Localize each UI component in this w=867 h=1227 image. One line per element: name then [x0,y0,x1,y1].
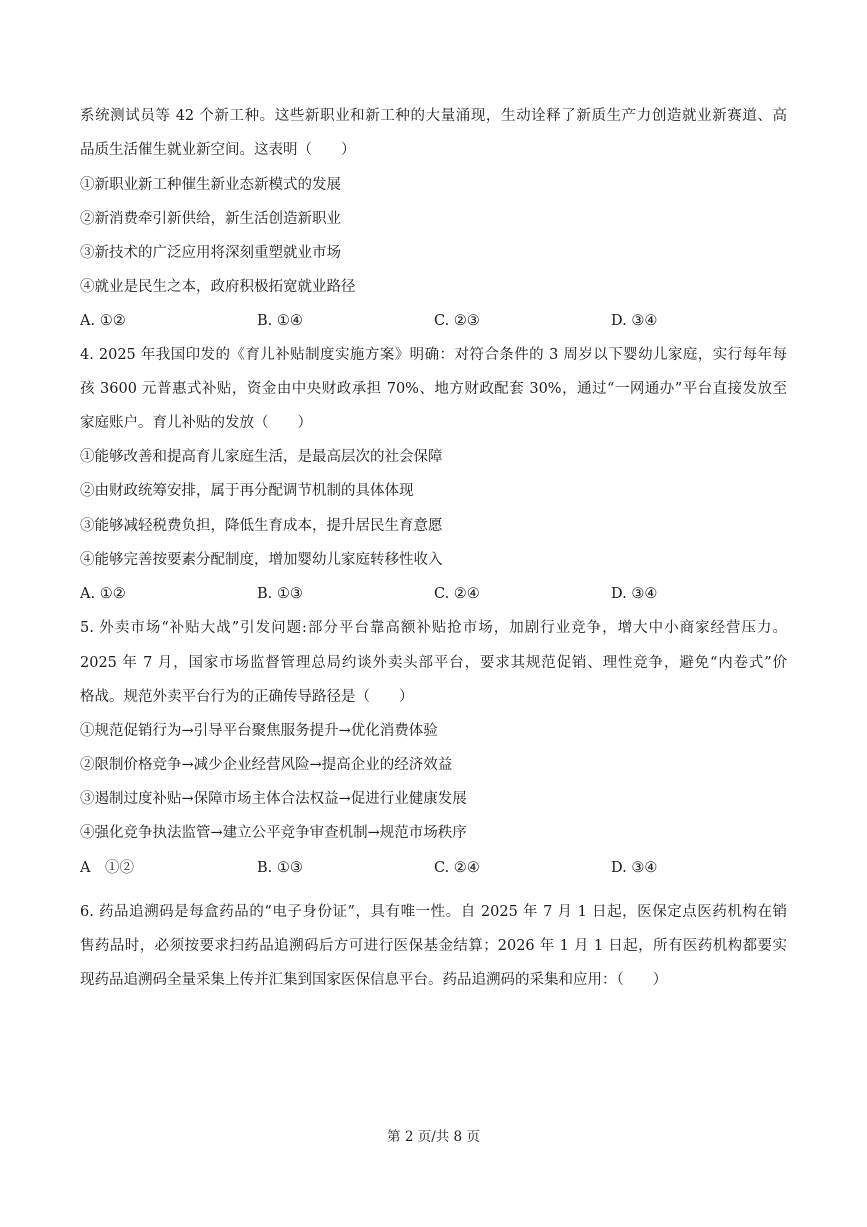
q5-option-b[interactable]: B. ①③ [257,860,303,876]
q3-statement-3: ③新技术的广泛应用将深刻重塑就业市场 [80,245,341,261]
q3-option-c[interactable]: C. ②③ [434,313,480,329]
q5-stem-line-2: 2025 年 7 月，国家市场监督管理总局约谈外卖头部平台，要求其规范促销、理性竞争，避免“内卷式”价 [80,655,787,671]
q6-stem-line-3: 现药品追溯码全量采集上传并汇集到国家医保信息平台。药品追溯码的采集和应用：（ ） [80,972,668,988]
q4-statement-4: ④能够完善按要素分配制度，增加婴幼儿家庭转移性收入 [80,552,443,568]
q5-statement-4: ④强化竞争执法监管→建立公平竞争审查机制→规范市场秩序 [80,825,467,841]
q5-option-c[interactable]: C. ②④ [434,860,480,876]
q4-option-a[interactable]: A. ①② [80,586,126,602]
q5-stem-line-1: 5. 外卖市场“补贴大战”引发问题:部分平台靠高额补贴抢市场，加剧行业竞争，增大中小商家经营压力。 [80,620,787,636]
q3-option-a[interactable]: A. ①② [80,313,126,329]
q4-statement-3: ③能够减轻税费负担，降低生育成本，提升居民生育意愿 [80,518,443,534]
q3-options [80,311,800,331]
q3-option-b[interactable]: B. ①④ [257,313,303,329]
q5-option-d[interactable]: D. ③④ [611,860,658,876]
page-footer: 第 2 页/共 8 页 [387,1129,480,1145]
q5-statement-1: ①规范促销行为→引导平台聚焦服务提升→优化消费体验 [80,723,438,739]
q3-option-d[interactable]: D. ③④ [611,313,658,329]
q4-option-d[interactable]: D. ③④ [611,586,658,602]
q5-options [80,858,800,878]
q4-options [80,584,800,604]
q4-statement-1: ①能够改善和提高育儿家庭生活，是最高层次的社会保障 [80,449,443,465]
q4-option-b[interactable]: B. ①③ [257,586,303,602]
q3-statement-1: ①新职业新工种催生新业态新模式的发展 [80,177,341,193]
q3-stem-line-2: 品质生活催生就业新空间。这表明（ ） [80,142,356,158]
q3-statement-4: ④就业是民生之本，政府积极拓宽就业路径 [80,279,356,295]
q6-stem-line-2: 售药品时，必须按要求扫药品追溯码后方可进行医保基金结算；2026 年 1 月 1 日起，所有医药机构都要实 [80,938,787,954]
q4-stem-line-3: 家庭账户。育儿补贴的发放（ ） [80,415,312,431]
q4-option-c[interactable]: C. ②④ [434,586,480,602]
q4-statement-2: ②由财政统筹安排，属于再分配调节机制的具体体现 [80,483,414,499]
q3-statement-2: ②新消费牵引新供给，新生活创造新职业 [80,211,341,227]
q5-stem-line-3: 格战。规范外卖平台行为的正确传导路径是（ ） [80,689,414,705]
q5-option-a[interactable]: A ①② [80,860,134,876]
q6-stem-line-1: 6. 药品追溯码是每盒药品的“电子身份证”，具有唯一性。自 2025 年 7 月 1 日起，医保定点医药机构在销 [80,904,787,920]
q5-statement-3: ③遏制过度补贴→保障市场主体合法权益→促进行业健康发展 [80,791,467,807]
q5-statement-2: ②限制价格竞争→减少企业经营风险→提高企业的经济效益 [80,757,453,773]
q4-stem-line-1: 4. 2025 年我国印发的《育儿补贴制度实施方案》明确：对符合条件的 3 周岁以下婴幼儿家庭，实行每年每 [80,347,787,363]
q3-stem-line-1: 系统测试员等 42 个新工种。这些新职业和新工种的大量涌现，生动诠释了新质生产力创造就业新赛道、高 [80,108,787,124]
q4-stem-line-2: 孩 3600 元普惠式补贴，资金由中央财政承担 70%、地方财政配套 30%，通过“一网通办”平台直接发放至 [80,381,787,397]
